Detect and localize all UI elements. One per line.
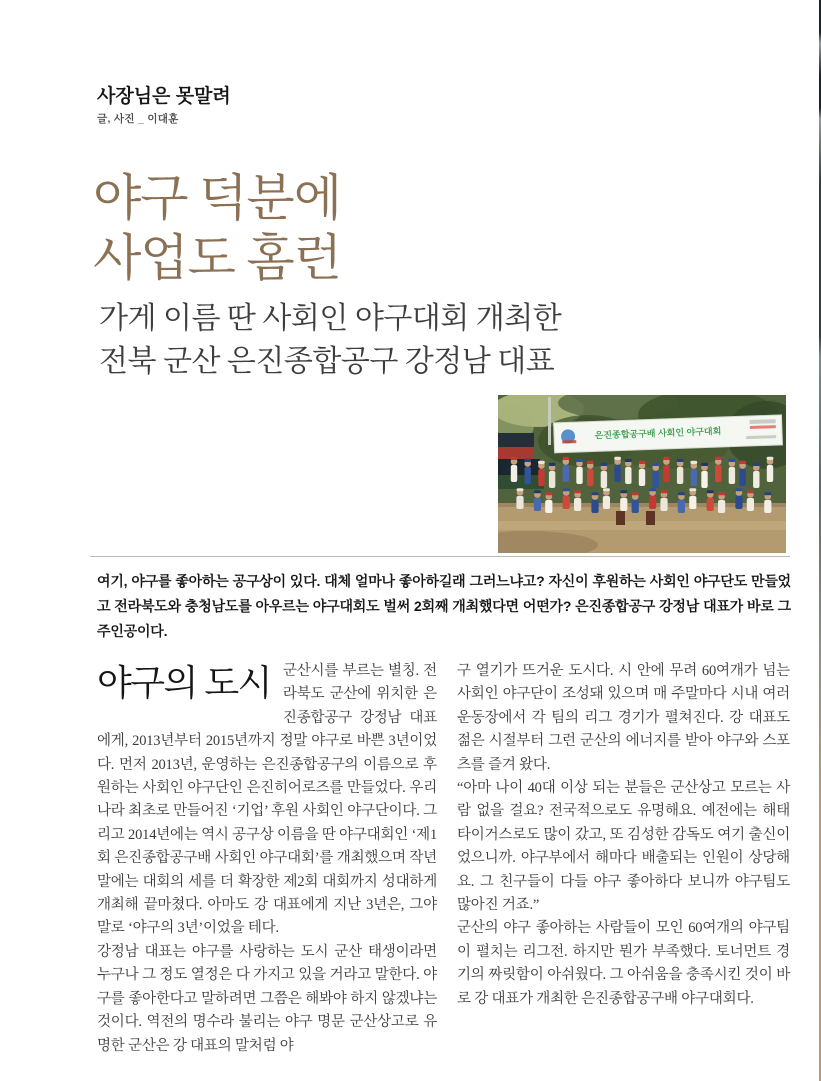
page-title <box>93 168 341 288</box>
article-column-left <box>97 660 437 1058</box>
article-paragraph <box>457 777 790 917</box>
page-subtitle-line2: 전북 군산 은진종합공구 강정남 대표 <box>99 345 555 378</box>
article-paragraph <box>97 660 437 941</box>
article-col1-p2: 강정남 대표는 야구를 사랑하는 도시 군산 태생이라면 누구나 그 정도 열정은 다 가지고 있을 거라고 말한다. 야구를 좋아한다고 말하려면 그쯤은 해봐야 하지 않겠냐는 것이다. 역전의 명수라 불리는 야구 명문 군산상고로 유명한 군산은 강 대표의 말처럼 야 <box>97 943 437 1054</box>
article-paragraph <box>457 917 790 1011</box>
article-col2-p2: “아마 나이 40대 이상 되는 분들은 군산상고 모르는 사람 없을 걸요? 전국적으로도 유명해요. 예전에는 해태 타이거스로도 많이 갔고, 또 김성한 감독도 여기 출신이었으니까. 야구부에서 해마다 배출되는 인원이 상당해요. 그 친구들이 다들 야구 좋아하다 보니까 야구팀도 많아진 거죠.” <box>457 780 790 914</box>
article-heading: 야구의 도시 <box>97 663 271 703</box>
intro-paragraph: 여기, 야구를 좋아하는 공구상이 있다. 대체 얼마나 좋아하길래 그러느냐고? 자신이 후원하는 사회인 야구단도 만들었고 전라북도와 충청남도를 아우르는 야구대회도 벌써 2회째 개최했다면 어떤가? 은진종합공구 강정남 대표가 바로 그 주인공이다. <box>97 573 791 639</box>
photo-banner-text: 은진종합공구배 사회인 야구대회 <box>594 426 722 441</box>
article-col2-p1: 구 열기가 뜨거운 도시다. 시 안에 무려 60여개가 넘는 사회인 야구단이 조성돼 있으며 매 주말마다 시내 여러 운동장에서 각 팀의 리그 경기가 펼쳐진다. 강 대표도 젊은 시절부터 그런 군산의 에너지를 받아 야구와 스포츠를 즐겨 왔다. <box>457 663 790 773</box>
section-divider <box>90 556 790 557</box>
photo-banner-pole <box>548 397 551 445</box>
article-paragraph <box>97 941 437 1058</box>
photo-trophy <box>616 511 625 525</box>
article-col2-p3: 군산의 야구 좋아하는 사람들이 모인 60여개의 야구팀이 펼치는 리그전. 하지만 뭔가 부족했다. 토너먼트 경기의 짜릿함이 아쉬웠다. 그 아쉬움을 충족시킨 것이 바로 강 대표가 개최한 은진종합공구배 야구대회다. <box>457 920 790 1007</box>
team-photo-svg <box>498 395 786 553</box>
page-title-line2: 사업도 홈런 <box>93 230 341 286</box>
article-paragraph <box>457 660 790 777</box>
page-subtitle <box>99 297 561 383</box>
article-column-right <box>457 660 790 1011</box>
team-photo <box>498 395 786 553</box>
byline: 글, 사진 _ 이대훈 <box>97 113 179 125</box>
photo-trophy <box>646 511 655 525</box>
article-col1-p1: 군산시를 부르는 별칭. 전라북도 군산에 위치한 은진종합공구 강정남 대표에게, 2013년부터 2015년까지 정말 야구로 바쁜 3년이었다. 먼저 2013년, 운영하는 은진종합공구의 이름으로 후원하는 사회인 야구단인 은진히어로즈를 만들었다. 우리나라 최초로 만들어진 ‘기업’ 후원 사회인 야구단이다. 그리고 2014년에는 역시 공구상 이름을 딴 야구대회인 ‘제1회 은진종합공구배 사회인 야구대회’를 개최했으며 작년 말에는 대회의 세를 더 확장한 제2회 대회까지 성대하게 개최해 끝마쳤다. 아마도 강 대표에게 지난 3년은, 그야말로 ‘야구의 3년’이었을 테다. <box>97 663 437 937</box>
section-label: 사장님은 못말려 <box>97 86 231 107</box>
page-subtitle-line1: 가게 이름 딴 사회인 야구대회 개최한 <box>99 302 562 335</box>
page-title-line1: 야구 덕분에 <box>93 170 341 226</box>
